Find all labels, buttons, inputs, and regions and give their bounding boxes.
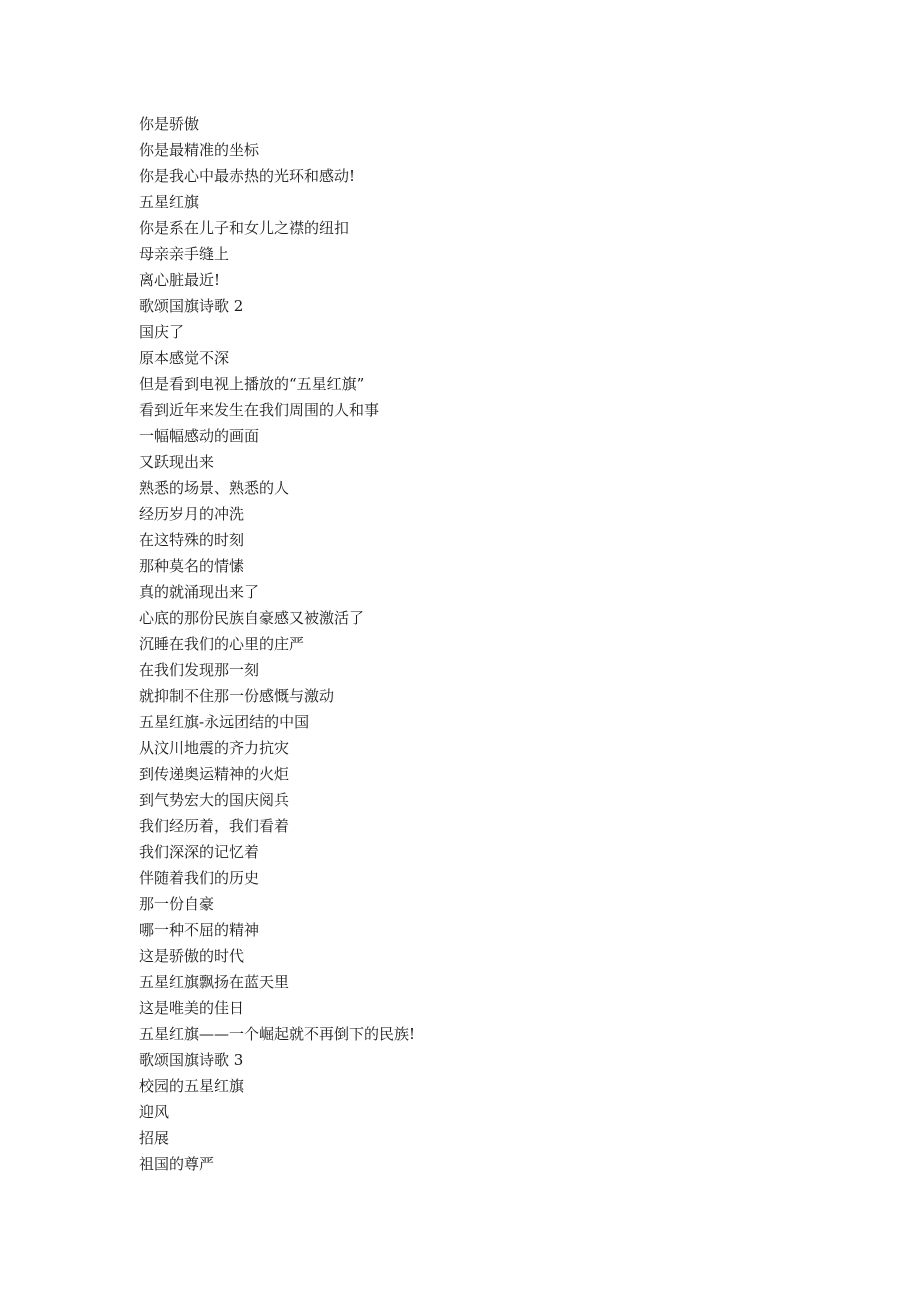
text-line: 你是最精准的坐标 [139, 141, 260, 159]
text-line: 母亲亲手缝上 [139, 245, 230, 263]
text-line: 那一份自豪 [139, 895, 215, 913]
text-line: 国庆了 [139, 323, 185, 341]
text-line: 在这特殊的时刻 [139, 531, 245, 549]
text-line: 哪一种不屈的精神 [139, 921, 260, 939]
text-line: 离心脏最近! [139, 271, 221, 289]
text-line: 到气势宏大的国庆阅兵 [139, 791, 290, 809]
text-line: 招展 [139, 1129, 170, 1147]
text-line: 校园的五星红旗 [139, 1077, 245, 1095]
section-heading: 歌颂国旗诗歌 2 [139, 297, 244, 315]
poem-text-block [139, 111, 839, 1177]
text-line: 到传递奥运精神的火炬 [139, 765, 290, 783]
text-line: 熟悉的场景、熟悉的人 [139, 479, 290, 497]
text-line: 这是骄傲的时代 [139, 947, 245, 965]
text-line: 五星红旗飘扬在蓝天里 [139, 973, 290, 991]
text-line: 这是唯美的佳日 [139, 999, 245, 1017]
text-line: 我们深深的记忆着 [139, 843, 260, 861]
text-line: 但是看到电视上播放的“五星红旗” [139, 375, 365, 393]
text-line: 你是我心中最赤热的光环和感动! [139, 167, 356, 185]
text-line: 从汶川地震的齐力抗灾 [139, 739, 290, 757]
section-heading: 歌颂国旗诗歌 3 [139, 1051, 244, 1069]
text-line: 原本感觉不深 [139, 349, 230, 367]
text-line: 一幅幅感动的画面 [139, 427, 260, 445]
text-line: 在我们发现那一刻 [139, 661, 260, 679]
text-line: 我们经历着，我们看着 [139, 817, 290, 835]
text-line: 伴随着我们的历史 [139, 869, 260, 887]
text-line: 又跃现出来 [139, 453, 215, 471]
text-line: 你是骄傲 [139, 115, 200, 133]
text-line: 就抑制不住那一份感慨与激动 [139, 687, 335, 705]
text-line: 迎风 [139, 1103, 170, 1121]
text-line: 你是系在儿子和女儿之襟的纽扣 [139, 219, 350, 237]
text-line: 真的就涌现出来了 [139, 583, 260, 601]
text-line: 祖国的尊严 [139, 1155, 215, 1173]
text-line: 看到近年来发生在我们周围的人和事 [139, 401, 380, 419]
text-line: 五星红旗-永远团结的中国 [139, 713, 310, 731]
text-line: 经历岁月的冲洗 [139, 505, 245, 523]
text-line: 沉睡在我们的心里的庄严 [139, 635, 305, 653]
text-line: 五星红旗 [139, 193, 200, 211]
text-line: 五星红旗——一个崛起就不再倒下的民族! [139, 1025, 416, 1043]
text-line: 心底的那份民族自豪感又被激活了 [139, 609, 365, 627]
text-line: 那种莫名的情愫 [139, 557, 245, 575]
